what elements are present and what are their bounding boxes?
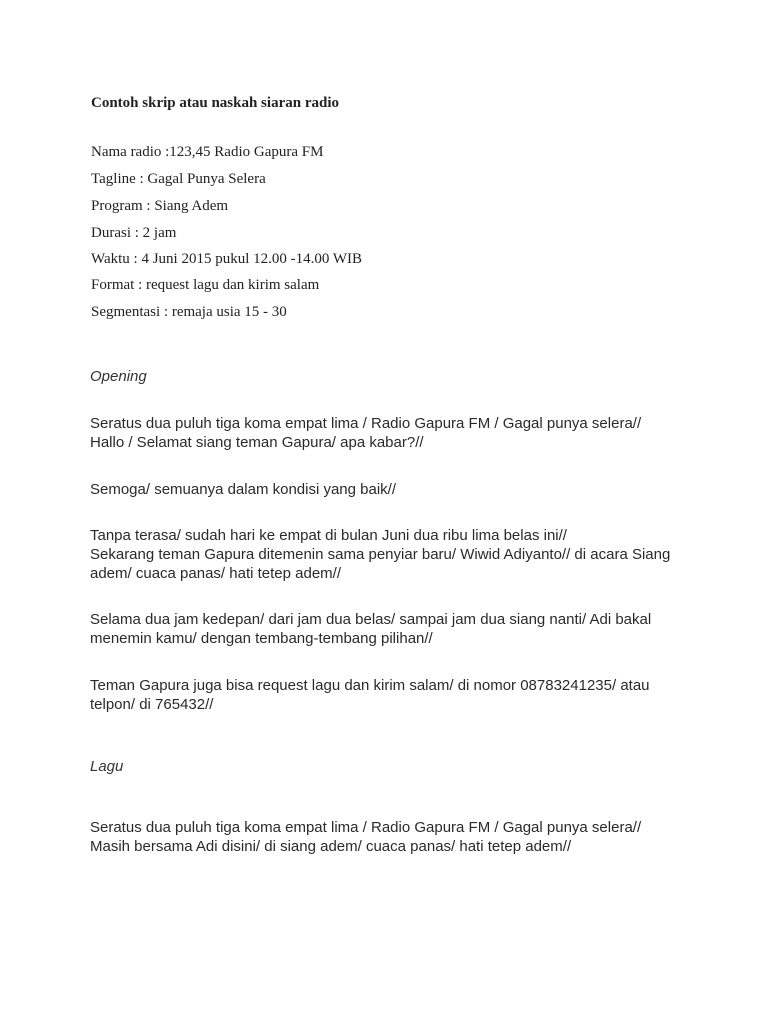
- lagu-paragraph-1: [90, 818, 690, 856]
- section-heading-opening: Opening: [90, 368, 147, 385]
- info-program: Program : Siang Adem: [91, 198, 229, 214]
- paragraph-line: Tanpa terasa/ sudah hari ke empat di bulan Juni dua ribu lima belas ini//: [90, 527, 567, 544]
- opening-paragraph-4: [90, 610, 690, 648]
- paragraph-line: Seratus dua puluh tiga koma empat lima / Radio Gapura FM / Gagal punya selera//: [90, 415, 642, 432]
- opening-paragraph-2: [90, 480, 690, 499]
- opening-paragraph-1: [90, 414, 690, 452]
- info-time: Waktu : 4 Juni 2015 pukul 12.00 -14.00 WIB: [91, 251, 363, 267]
- paragraph-line: Hallo / Selamat siang teman Gapura/ apa kabar?//: [90, 434, 424, 451]
- paragraph-line: Masih bersama Adi disini/ di siang adem/ cuaca panas/ hati tetep adem//: [90, 838, 572, 855]
- opening-paragraph-5: [90, 676, 690, 714]
- paragraph-line: Semoga/ semuanya dalam kondisi yang baik//: [90, 481, 397, 498]
- info-radio-name: Nama radio :123,45 Radio Gapura FM: [91, 144, 324, 160]
- section-heading-lagu: Lagu: [90, 758, 124, 775]
- paragraph-line: Seratus dua puluh tiga koma empat lima / Radio Gapura FM / Gagal punya selera//: [90, 819, 642, 836]
- document-title: Contoh skrip atau naskah siaran radio: [91, 95, 339, 111]
- info-duration: Durasi : 2 jam: [91, 225, 177, 241]
- paragraph-line: telpon/ di 765432//: [90, 696, 214, 713]
- info-tagline: Tagline : Gagal Punya Selera: [91, 171, 266, 187]
- paragraph-line: adem/ cuaca panas/ hati tetep adem//: [90, 565, 341, 582]
- info-segmentation: Segmentasi : remaja usia 15 - 30: [91, 304, 287, 320]
- paragraph-line: Sekarang teman Gapura ditemenin sama penyiar baru/ Wiwid Adiyanto// di acara Siang: [90, 546, 671, 563]
- paragraph-line: Teman Gapura juga bisa request lagu dan kirim salam/ di nomor 08783241235/ atau: [90, 677, 650, 694]
- opening-paragraph-3: [90, 526, 690, 583]
- paragraph-line: menemin kamu/ dengan tembang-tembang pilihan//: [90, 630, 433, 647]
- info-format: Format : request lagu dan kirim salam: [91, 277, 320, 293]
- paragraph-line: Selama dua jam kedepan/ dari jam dua belas/ sampai jam dua siang nanti/ Adi bakal: [90, 611, 652, 628]
